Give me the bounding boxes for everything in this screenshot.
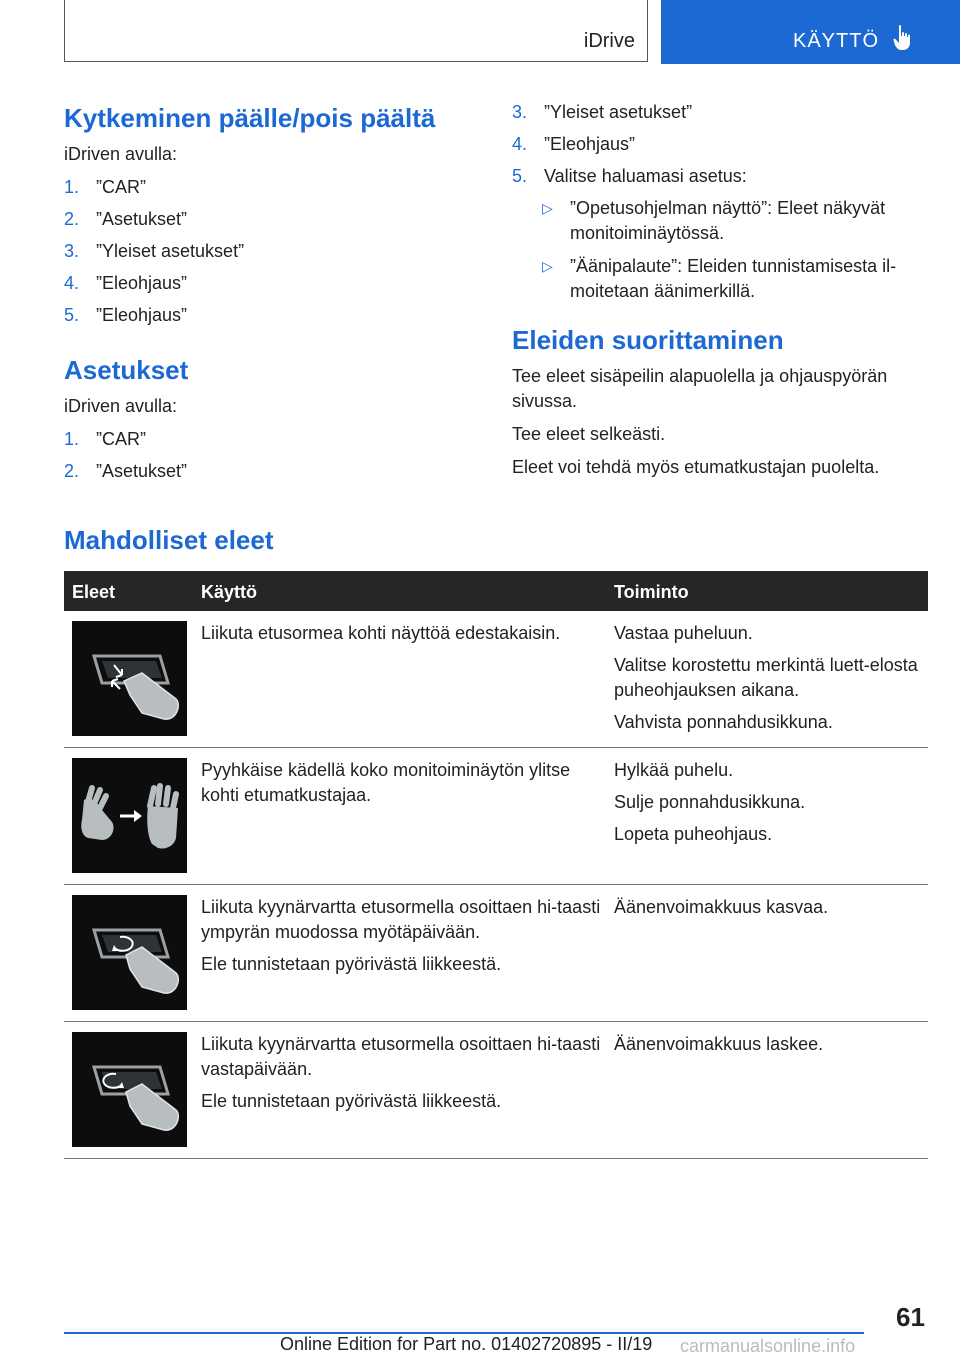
header-function: Toiminto <box>614 582 689 602</box>
options-list <box>512 196 932 304</box>
list-item: 1. ”CAR” <box>64 177 146 197</box>
table-row <box>64 748 928 885</box>
use-cell <box>201 758 601 815</box>
header-chapter-label: KÄYTTÖ <box>793 30 880 52</box>
list-item: 2. ”Asetukset” <box>64 461 188 481</box>
function-text: Vahvista ponnahdusikkuna. <box>614 712 833 732</box>
function-cell <box>614 1032 919 1064</box>
table-row <box>64 1022 928 1159</box>
list-item: 1. ”CAR” <box>64 429 146 449</box>
paragraph: Eleet voi tehdä myös etumatkustajan puolelta. <box>512 457 880 477</box>
function-cell <box>614 895 919 927</box>
list-item: 4. ”Eleohjaus” <box>512 134 636 154</box>
intro-text: iDriven avulla: <box>64 144 178 164</box>
intro-text: iDriven avulla: <box>64 396 178 416</box>
heading-switch-on-off: Kytkeminen päälle/pois päältä <box>64 103 436 133</box>
table-header <box>64 571 928 611</box>
footer-edition: Online Edition for Part no. 01402720895 - II/19 <box>280 1334 653 1354</box>
header-use: Käyttö <box>201 582 258 602</box>
rotate-clockwise-gesture-icon <box>72 895 187 1010</box>
left-column <box>64 100 484 491</box>
function-cell <box>614 758 919 854</box>
list-item: ▷ ”Opetusohjelman näyttö”: Eleet näkyvät monitoiminäytössä. <box>542 198 886 243</box>
use-text: Liikuta etusormea kohti näyttöä edestakaisin. <box>201 623 561 643</box>
list-item: 3. ”Yleiset asetukset” <box>512 102 693 122</box>
paragraph: Tee eleet selkeästi. <box>512 424 666 444</box>
steps-list-continued <box>512 100 932 189</box>
paragraph: Tee eleet sisäpeilin alapuolella ja ohjauspyörän sivussa. <box>512 366 888 411</box>
steps-list-switch <box>64 175 484 328</box>
list-item: 5. ”Eleohjaus” <box>64 305 188 325</box>
list-item: ▷ ”Äänipalaute”: Eleiden tunnistamisesta il‐moitetaan äänimerkillä. <box>542 256 897 301</box>
function-text: Äänenvoimakkuus laskee. <box>614 1034 824 1054</box>
watermark: carmanualsonline.info <box>680 1336 856 1356</box>
hand-pointer-icon <box>893 24 917 52</box>
page-number: 61 <box>896 1302 925 1332</box>
use-cell <box>201 1032 601 1121</box>
function-text: Sulje ponnahdusikkuna. <box>614 792 806 812</box>
triangle-bullet-icon: ▷ <box>542 258 553 274</box>
function-cell <box>614 621 919 742</box>
use-text: Liikuta kyynärvartta etusormella osoittaen hi‐taasti ympyrän muodossa myötäpäivään. <box>201 897 601 942</box>
use-text: Ele tunnistetaan pyörivästä liikkeestä. <box>201 1091 502 1111</box>
finger-tap-gesture-icon <box>72 621 187 736</box>
table-title: Mahdolliset eleet <box>64 525 274 555</box>
header-gesture: Eleet <box>72 582 116 602</box>
list-item: 2. ”Asetukset” <box>64 209 188 229</box>
hand-swipe-gesture-icon <box>72 758 187 873</box>
use-text: Liikuta kyynärvartta etusormella osoittaen hi‐taasti vastapäivään. <box>201 1034 601 1079</box>
table-row <box>64 885 928 1022</box>
function-text: Vastaa puheluun. <box>614 623 753 643</box>
heading-settings: Asetukset <box>64 355 189 385</box>
use-cell <box>201 621 601 653</box>
function-text: Lopeta puheohjaus. <box>614 824 773 844</box>
table-row <box>64 611 928 748</box>
use-text: Ele tunnistetaan pyörivästä liikkeestä. <box>201 954 502 974</box>
right-column <box>512 100 932 488</box>
steps-list-settings <box>64 427 484 484</box>
list-item: 3. ”Yleiset asetukset” <box>64 241 245 261</box>
rotate-counterclockwise-gesture-icon <box>72 1032 187 1147</box>
gestures-table <box>64 571 928 1159</box>
list-item: 4. ”Eleohjaus” <box>64 273 188 293</box>
header-section-tab <box>64 0 648 62</box>
use-text: Pyyhkäise kädellä koko monitoiminäytön ylitse kohti etumatkustajaa. <box>201 760 571 805</box>
heading-performing-gestures: Eleiden suorittaminen <box>512 325 784 355</box>
triangle-bullet-icon: ▷ <box>542 200 553 216</box>
header-section-label: iDrive <box>583 30 635 52</box>
list-item: 5. Valitse haluamasi asetus: <box>512 166 747 186</box>
header-chapter-tab <box>661 0 960 64</box>
function-text: Valitse korostettu merkintä luett‐elosta puheohjauksen aikana. <box>614 655 918 700</box>
function-text: Hylkää puhelu. <box>614 760 734 780</box>
use-cell <box>201 895 601 984</box>
function-text: Äänenvoimakkuus kasvaa. <box>614 897 829 917</box>
